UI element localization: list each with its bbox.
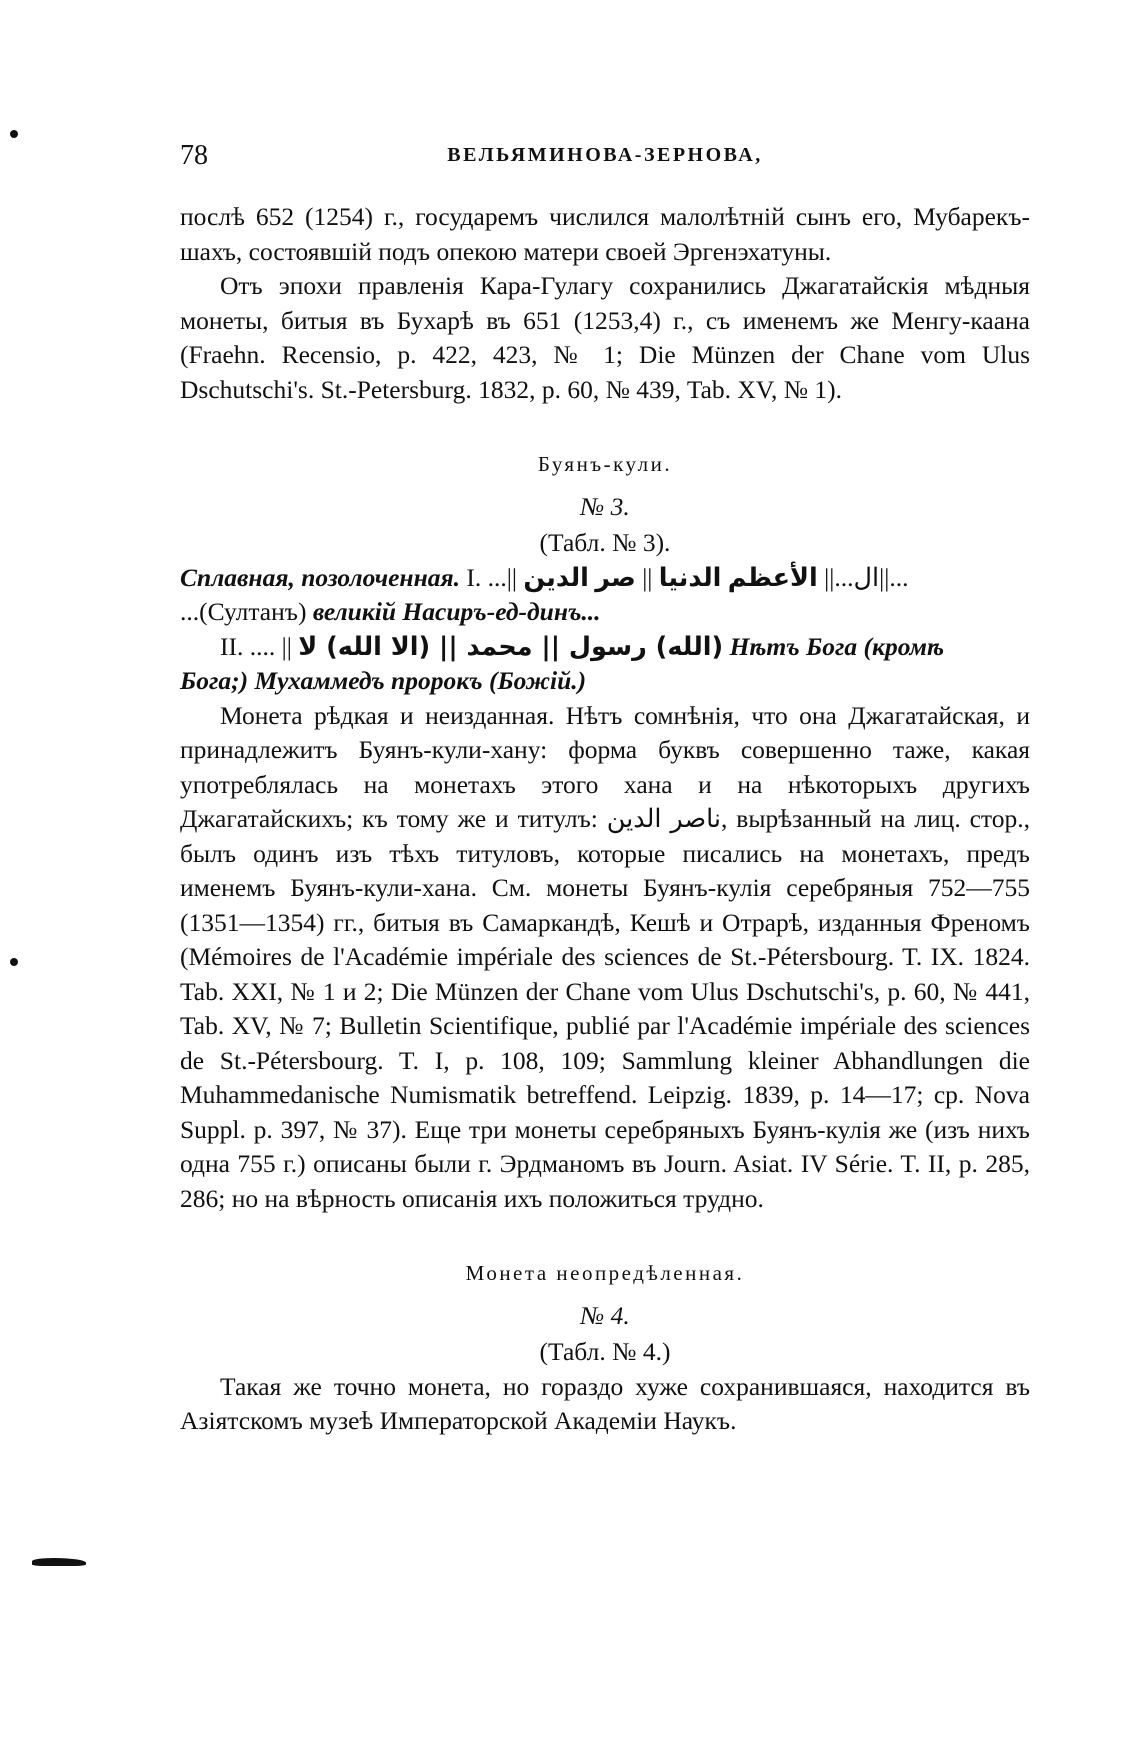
obverse-separator: ...|| xyxy=(487,562,517,592)
obverse-arabic-2: صر xyxy=(595,562,636,593)
translation-italic: великій Насиръ-ед-динъ... xyxy=(312,597,601,626)
paragraph-commentary: Монета рѣдкая и неизданная. Нѣтъ сомнѣнія, что она Джагатайская, и принадлежитъ Буянъ-кули-хану: форма буквъ совершенно таже, какая употреблялась на монетахъ этого хана и на нѣкоторыхъ другихъ Джагатайскихъ; къ тому же и титулъ: ناصر الدين, вырѣзанный на лиц. стор., былъ одинъ изъ тѣхъ титуловъ, которые писались на монетахъ, предъ именемъ Буянъ-кули-хана. См. монеты Буянъ-кулія серебряныя 752—755 (1351—1354) гг., битыя въ Самаркандѣ, Кешѣ и Отрарѣ, изданныя Френомъ (Mémoires de l'Académie impériale des sciences de St.-Pétersbourg. T. IX. 1824. Tab. XXI, № 1 и 2; Die Münzen der Chane vom Ulus Dschutschi's, p. 60, № 441, Tab. XV, № 7; Bulletin Scientifique, publié par l'Académie impériale des sciences de St.-Pétersbourg. T. I, p. 108, 109; Sammlung kleiner Abhandlungen die Muhammedanische Numismatik betreffend. Leipzig. 1839, p. 14—17; cp. Nova Suppl. p. 397, № 37). Еще три монеты серебряныхъ Буянъ-кулія же (изъ нихъ одна 755 г.) описаны были г. Эрдманомъ въ Journ. Asiat. IV Série. T. II, p. 285, 286; но на вѣрность описанія ихъ положиться трудно. xyxy=(180,700,1030,1213)
plate-reference-3: (Табл. № 3). xyxy=(539,528,671,557)
reverse-translation-end: Бога;) Мухаммедъ пророкъ (Божій.) xyxy=(180,666,587,695)
obverse-arabic-3: الدنيا xyxy=(658,562,722,593)
coin-obverse-line: Сплавная, позолоченная. I. ...|| الدين صر || الدنيا الأعظم ||...ال||... xyxy=(180,562,909,593)
obverse-side-label: I. xyxy=(466,562,482,592)
paragraph-kara-gulagu: Отъ эпохи правленія Кара-Гулагу сохранились Джагатайскія мѣдныя монеты, битыя въ Бухарѣ въ 651 (1253,4) г., съ именемъ же Менгу-каана (Fraehn. Recensio, p. 422, 423, № 1; Die Münzen der Chane vom Ulus Dschutschi's. St.-Petersburg. 1832, p. 60, № 439, Tab. XV, № 1). xyxy=(180,271,1030,404)
coin-obverse-translation xyxy=(180,595,1030,630)
reverse-arabic: (الله) رسول || محمد || (الا الله) لا xyxy=(298,631,724,662)
coin-material: Сплавная, позолоченная. xyxy=(180,562,460,592)
paragraph-undetermined: Такая же точно монета, но гораздо хуже сохранившаяся, находится въ Азіятскомъ музеѣ Императорской Академіи Наукъ. xyxy=(180,1371,1030,1435)
coin-reverse-translation xyxy=(180,664,1030,699)
page-body xyxy=(180,200,1030,1439)
coin-number-3: № 3. xyxy=(580,491,630,521)
coin-number-4: № 4. xyxy=(580,1300,630,1330)
page-number: 78 xyxy=(180,140,208,171)
section-title-undetermined: Монета неопредѣленная. xyxy=(465,1261,745,1285)
coin-reverse-line: II. .... || (الله) رسول || محمد || (الا الله) لا Нѣтъ Бога (кромѣ xyxy=(220,631,944,662)
ink-smudge xyxy=(32,1558,86,1566)
reverse-translation-start: Нѣтъ Бога (кромѣ xyxy=(729,631,944,661)
ink-dot-middle-left xyxy=(10,958,18,966)
page-header xyxy=(180,140,1030,180)
section-title-buyan-kuli: Буянъ-кули. xyxy=(537,452,673,476)
reverse-side-label: II. .... xyxy=(220,631,276,661)
obverse-arabic-4: الأعظم xyxy=(727,562,818,593)
obverse-end: ||...ال||... xyxy=(824,562,909,592)
paragraph-intro: послѣ 652 (1254) г., государемъ числился малолѣтній сынъ его, Мубарекъ-шахъ, состоявшій подъ опекою матери своей Эргенэхатуны. xyxy=(180,202,1030,266)
translation-plain: ...(Султанъ) xyxy=(180,597,307,626)
plate-reference-4: (Табл. № 4.) xyxy=(539,1337,671,1366)
ink-dot-top-left xyxy=(10,130,18,138)
obverse-arabic-1: الدين xyxy=(523,562,589,593)
running-head: ВЕЛЬЯМИНОВА-ЗЕРНОВА, xyxy=(447,144,763,166)
